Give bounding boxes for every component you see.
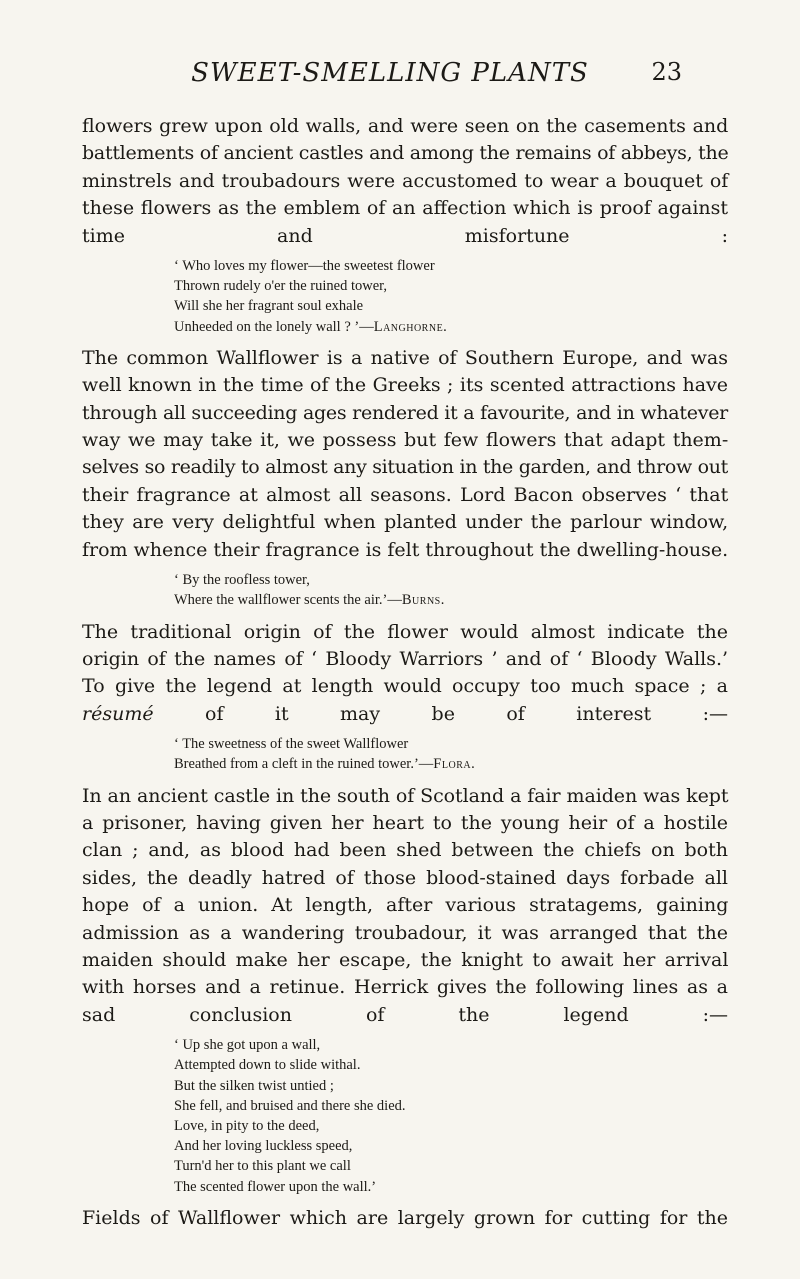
text-line: admission as a wandering troubadour, it was arranged that the (82, 921, 728, 944)
text-line: with horses and a retinue. Herrick gives the following lines as a (82, 976, 728, 999)
text-line (82, 701, 728, 728)
text-line: from whence their fragrance is felt throughout the dwelling-house. (82, 538, 729, 561)
text-line: Fields of Wallflower which are largely grown for cutting for the (82, 1206, 728, 1229)
text-line: clan ; and, as blood had been shed between the chiefs on both (82, 839, 728, 862)
verse-line: ‘ Who loves my flower—the sweetest flower (174, 258, 435, 275)
text-line: battlements of ancient castles and among the remains of abbeys, the (82, 142, 729, 165)
text-line: a prisoner, having given her heart to the young heir of a hostile (82, 811, 729, 834)
text-line: time and misfortune : (82, 224, 728, 247)
verse-line: ‘ By the roofless tower, (174, 572, 310, 589)
text-line: origin of the names of ‘ Bloody Warriors ’ and of ‘ Bloody Walls.’ (82, 647, 729, 670)
verse-line-with-attribution (174, 754, 728, 774)
verse-line: She fell, and bruised and there she died. (174, 1097, 406, 1114)
paragraph-1 (82, 113, 728, 250)
verse-line: ‘ The sweetness of the sweet Wallflower (174, 736, 409, 753)
paragraph-5 (82, 1205, 728, 1232)
text-line: sad conclusion of the legend :— (82, 1003, 728, 1026)
text-line: their fragrance at almost all seasons. Lord Bacon observes ‘ that (82, 483, 729, 506)
text-line: way we may take it, we possess but few flowers that adapt them- (82, 429, 729, 452)
text-line: maiden should make her escape, the knight to await her arrival (82, 948, 729, 971)
text-line: hope of a union. At length, after various stratagems, gaining (82, 894, 729, 917)
text-line: they are very delightful when planted under the parlour window, (82, 511, 729, 534)
quote-attribution: Burns. (401, 592, 445, 609)
text-line: The traditional origin of the flower would almost indicate the (82, 620, 728, 643)
verse-line: And her loving luckless speed, (174, 1138, 353, 1155)
verse-quote-flora (82, 734, 728, 774)
quote-attribution: Flora. (433, 756, 476, 773)
page-header (0, 58, 800, 98)
verse-line: Turn'd her to this plant we call (174, 1158, 351, 1175)
paragraph-3 (82, 619, 728, 729)
paragraph-2 (82, 345, 728, 564)
text-line: selves so readily to almost any situation in the garden, and throw out (82, 456, 728, 479)
quote-attribution: Langhorne. (373, 318, 448, 335)
verse-line: Unheeded on the lonely wall ? ’— (174, 318, 374, 335)
text-line: through all succeeding ages rendered it a favourite, and in whatever (82, 401, 728, 424)
paragraph-4 (82, 783, 728, 1030)
text-line: well known in the time of the Greeks ; its scented attractions have (82, 374, 728, 397)
text-line: sides, the deadly hatred of those blood-stained days forbade all (82, 866, 728, 889)
verse-line: Where the wallflower scents the air.’— (174, 592, 402, 609)
verse-line-with-attribution (174, 317, 728, 337)
text-line: flowers grew upon old walls, and were seen on the casements and (82, 115, 729, 137)
body-text (82, 113, 728, 1232)
verse-line: The scented flower upon the wall.’ (174, 1178, 377, 1195)
text-line: To give the legend at length would occupy too much space ; a (82, 675, 728, 698)
verse-quote-herrick (82, 1035, 728, 1197)
verse-line: Love, in pity to the deed, (174, 1118, 320, 1134)
verse-line: Thrown rudely o'er the ruined tower, (174, 278, 388, 295)
text-line: The common Wallflower is a native of Southern Europe, and was (82, 346, 728, 369)
text-line: minstrels and troubadours were accustomed to wear a bouquet of (82, 169, 729, 192)
verse-line: Breathed from a cleft in the ruined tower.’— (174, 756, 434, 773)
italic-word: résumé (82, 702, 154, 725)
verse-line: But the silken twist untied ; (174, 1077, 334, 1094)
text-line: these flowers as the emblem of an affection which is proof against (82, 197, 729, 220)
verse-quote-burns (82, 570, 728, 610)
text-line: In an ancient castle in the south of Scotland a fair maiden was kept (82, 784, 729, 807)
page-number: 23 (651, 58, 682, 86)
verse-line: Attempted down to slide withal. (174, 1057, 361, 1074)
text-fragment: of it may be of interest :— (153, 702, 728, 725)
verse-line-with-attribution (174, 590, 728, 610)
running-head: SWEET-SMELLING PLANTS (191, 58, 589, 88)
verse-line: ‘ Up she got upon a wall, (174, 1037, 321, 1054)
verse-line: Will she her fragrant soul exhale (174, 298, 364, 315)
verse-quote-langhorne (82, 256, 728, 337)
